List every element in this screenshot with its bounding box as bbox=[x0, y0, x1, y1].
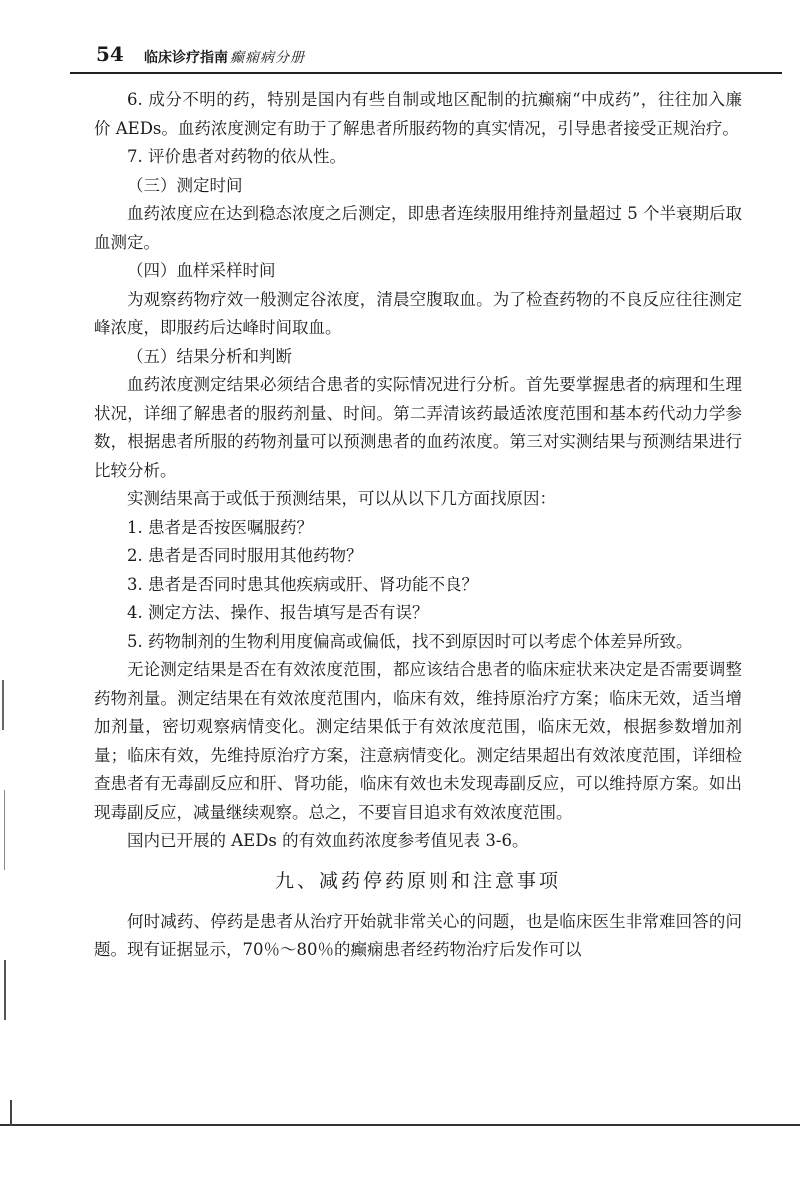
scan-edge-mark bbox=[4, 960, 6, 1020]
paragraph-tapering: 何时减药、停药是患者从治疗开始就非常关心的问题，也是临床医生非常难回答的问题。现有证据显示，70％～80％的癫痫患者经药物治疗后发作可以 bbox=[94, 911, 742, 959]
paragraph-reference-table: 国内已开展的 AEDs 的有效血药浓度参考值见表 3-6。 bbox=[127, 831, 529, 850]
page-body bbox=[94, 86, 742, 965]
list-item-5: 5. 药物制剂的生物利用度偏高或偏低，找不到原因时可以考虑个体差异所致。 bbox=[127, 631, 693, 651]
paragraph-dose-adjustment: 无论测定结果是否在有效浓度范围，都应该结合患者的临床症状来决定是否需要调整药物剂量。测定结果在有效浓度范围内，临床有效，维持原治疗方案；临床无效，适当增加剂量，密切观察病情变化。测定结果低于有效浓度范围，临床无效，根据参数增加剂量；临床有效，先维持原治疗方案，注意病情变化。测定结果超出有效浓度范围，详细检查患者有无毒副反应和肝、肾功能，临床有效也未发现毒副反应，可以维持原方案。如出现毒副反应，减量继续观察。总之，不要盲目追求有效浓度范围。 bbox=[94, 660, 742, 822]
list-item-3: 3. 患者是否同时患其他疾病或肝、肾功能不良？ bbox=[127, 574, 478, 594]
list-item-2: 2. 患者是否同时服用其他药物？ bbox=[127, 546, 363, 565]
list-item-1: 1. 患者是否按医嘱服药？ bbox=[127, 517, 313, 537]
volume-title: 癫痫病分册 bbox=[230, 50, 305, 66]
scan-edge-mark bbox=[2, 680, 4, 730]
subheading-sampling-time: （四）血样采样时间 bbox=[127, 261, 276, 280]
list-item-4: 4. 测定方法、操作、报告填写是否有误？ bbox=[127, 603, 429, 622]
running-header bbox=[70, 42, 782, 74]
paragraph-result-analysis: 血药浓度测定结果必须结合患者的实际情况进行分析。首先要掌握患者的病理和生理状况，详细了解患者的服药剂量、时间。第二弄清该药最适浓度范围和基本药代动力学参数，根据患者所服的药物剂量可以预测患者的血药浓度。第三对实测结果与预测结果进行比较分析。 bbox=[94, 375, 742, 480]
scan-edge-mark bbox=[4, 790, 5, 870]
paragraph-item-6: 6. 成分不明的药，特别是国内有些自制或地区配制的抗癫痫“中成药”，往往加入廉价 AEDs。血药浓度测定有助于了解患者所服药物的真实情况，引导患者接受正规治疗。 bbox=[94, 90, 742, 138]
paragraph-measurement-time: 血药浓度应在达到稳态浓度之后测定，即患者连续服用维持剂量超过 5 个半衰期后取血测定。 bbox=[94, 204, 742, 252]
book-title: 临床诊疗指南 bbox=[144, 50, 228, 66]
subheading-measurement-time: （三）测定时间 bbox=[127, 175, 243, 195]
paragraph-find-causes: 实测结果高于或低于预测结果，可以从以下几方面找原因： bbox=[127, 489, 556, 508]
subheading-result-analysis: （五）结果分析和判断 bbox=[127, 346, 292, 366]
page-number: 54 bbox=[96, 42, 124, 66]
paragraph-item-7: 7. 评价患者对药物的依从性。 bbox=[127, 147, 346, 166]
section-heading: 九、减药停药原则和注意事项 bbox=[274, 869, 561, 892]
scan-bottom-edge bbox=[0, 1124, 800, 1126]
scan-corner-mark bbox=[10, 1100, 12, 1126]
paragraph-sampling-time: 为观察药物疗效一般测定谷浓度，清晨空腹取血。为了检查药物的不良反应往往测定峰浓度，即服药后达峰时间取血。 bbox=[94, 289, 742, 337]
